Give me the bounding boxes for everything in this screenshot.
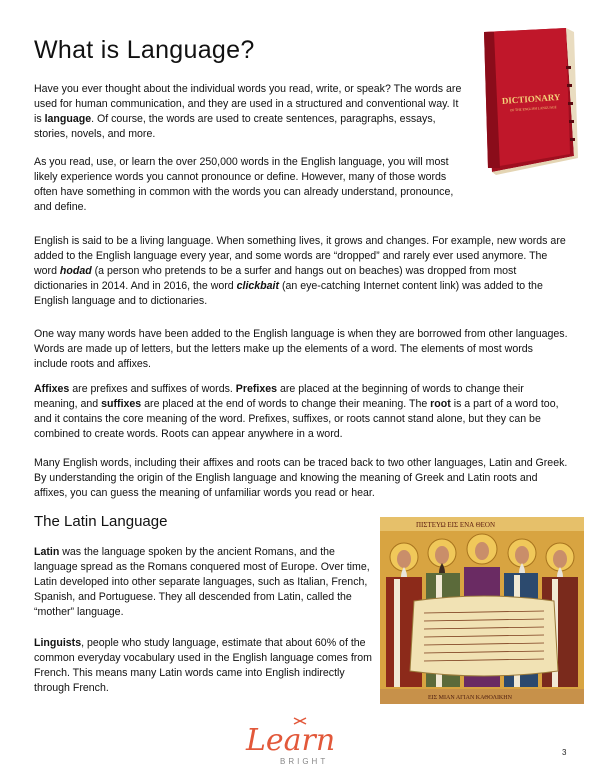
term-prefixes: Prefixes — [235, 383, 278, 395]
icon-caption: ΠΙΣΤΕΥΩ ΕΙΣ ΕΝΑ ΘΕΟΝ — [416, 521, 496, 529]
term-latin: Latin — [34, 546, 60, 558]
term-root: root — [430, 398, 451, 410]
page-number: 3 — [562, 748, 567, 757]
svg-text:Learn: Learn — [246, 723, 336, 758]
page-title: What is Language? — [34, 36, 255, 64]
term-suffixes: suffixes — [101, 398, 142, 410]
paragraph-intro: Have you ever thought about the individual words you read, write, or speak? The words are used for human communication, and they are used in a structured and conventional way. It is language. Of course, the words are used to create sentences, paragraphs, essays, stories, novels, and more. — [34, 83, 462, 140]
paragraph-linguists: Linguists, people who study language, estimate that about 60% of the common everyday vocabulary used in the English language comes from French. This means many Latin words came into English indirectly through French. — [34, 637, 373, 694]
term-affixes: Affixes — [34, 383, 70, 395]
section-heading-latin: The Latin Language — [34, 513, 168, 530]
paragraph-borrowed: One way many words have been added to the English language is when they are borrowed from other languages. Words are made up of letters, but the letters make up the elements of a word. The elements of most words include roots and affixes. — [34, 328, 568, 370]
paragraph-words: As you read, use, or learn the over 250,000 words in the English language, you will most likely experience words you cannot pronounce or define. However, many of those words often have something in common with the words you can already understand, pronounce, and define. — [34, 156, 454, 213]
paragraph-origins: Many English words, including their affixes and roots can be traced back to two other languages, Latin and Greek. By understanding the origin of the English language and knowing the meaning of Greek and Latin roots and affixes, you can guess the meaning of unfamiliar words you read or hear. — [34, 457, 568, 499]
dictionary-image — [470, 26, 578, 176]
term-hodad: hodad — [59, 265, 92, 277]
term-clickbait: clickbait — [236, 280, 280, 292]
paragraph-latin: Latin was the language spoken by the ancient Romans, and the language spread as the Romans conquered most of Europe. Over time, Latin developed into other separate languages, such as Italian, French, Spanish, and Portuguese. They all descended from Latin, called the “mother” language. — [34, 546, 370, 618]
term-linguists: Linguists — [34, 637, 82, 649]
icon-footer-text: ΕΙΣ ΜΙΑΝ ΑΓΙΑΝ ΚΑΘΟΛΙΚΗΝ — [428, 695, 512, 701]
dictionary-sublabel: OF THE ENGLISH LANGUAGE — [509, 105, 557, 113]
byzantine-icon-image — [380, 517, 584, 704]
paragraph-affixes: Affixes are prefixes and suffixes of words. Prefixes are placed at the beginning of words to change their meaning, and suffixes are placed at the end of words to change their meaning. The root is a part of a word too, and it contains the core meaning of the word. Prefixes, suffixes, or roots cannot stand alone, but they can be combined to create words. Roots can appear anywhere in a word. — [34, 383, 559, 440]
learn-bright-logo — [238, 716, 364, 768]
dictionary-label: DICTIONARY — [501, 91, 561, 106]
paragraph-living-language: English is said to be a living language. When something lives, it grows and changes. For example, new words are added to the English language every year, and some words are “dropped” and rarely ever used anymore. The word hodad (a person who pretends to be a surfer and hangs out on beaches) was dropped from most dictionaries in 2014. And in 2016, the word clickbait (an eye-catching Internet content link) was added to the English language and to dictionaries. — [34, 235, 566, 307]
svg-text:BRIGHT: BRIGHT — [280, 757, 329, 766]
term-language: language — [44, 113, 92, 125]
